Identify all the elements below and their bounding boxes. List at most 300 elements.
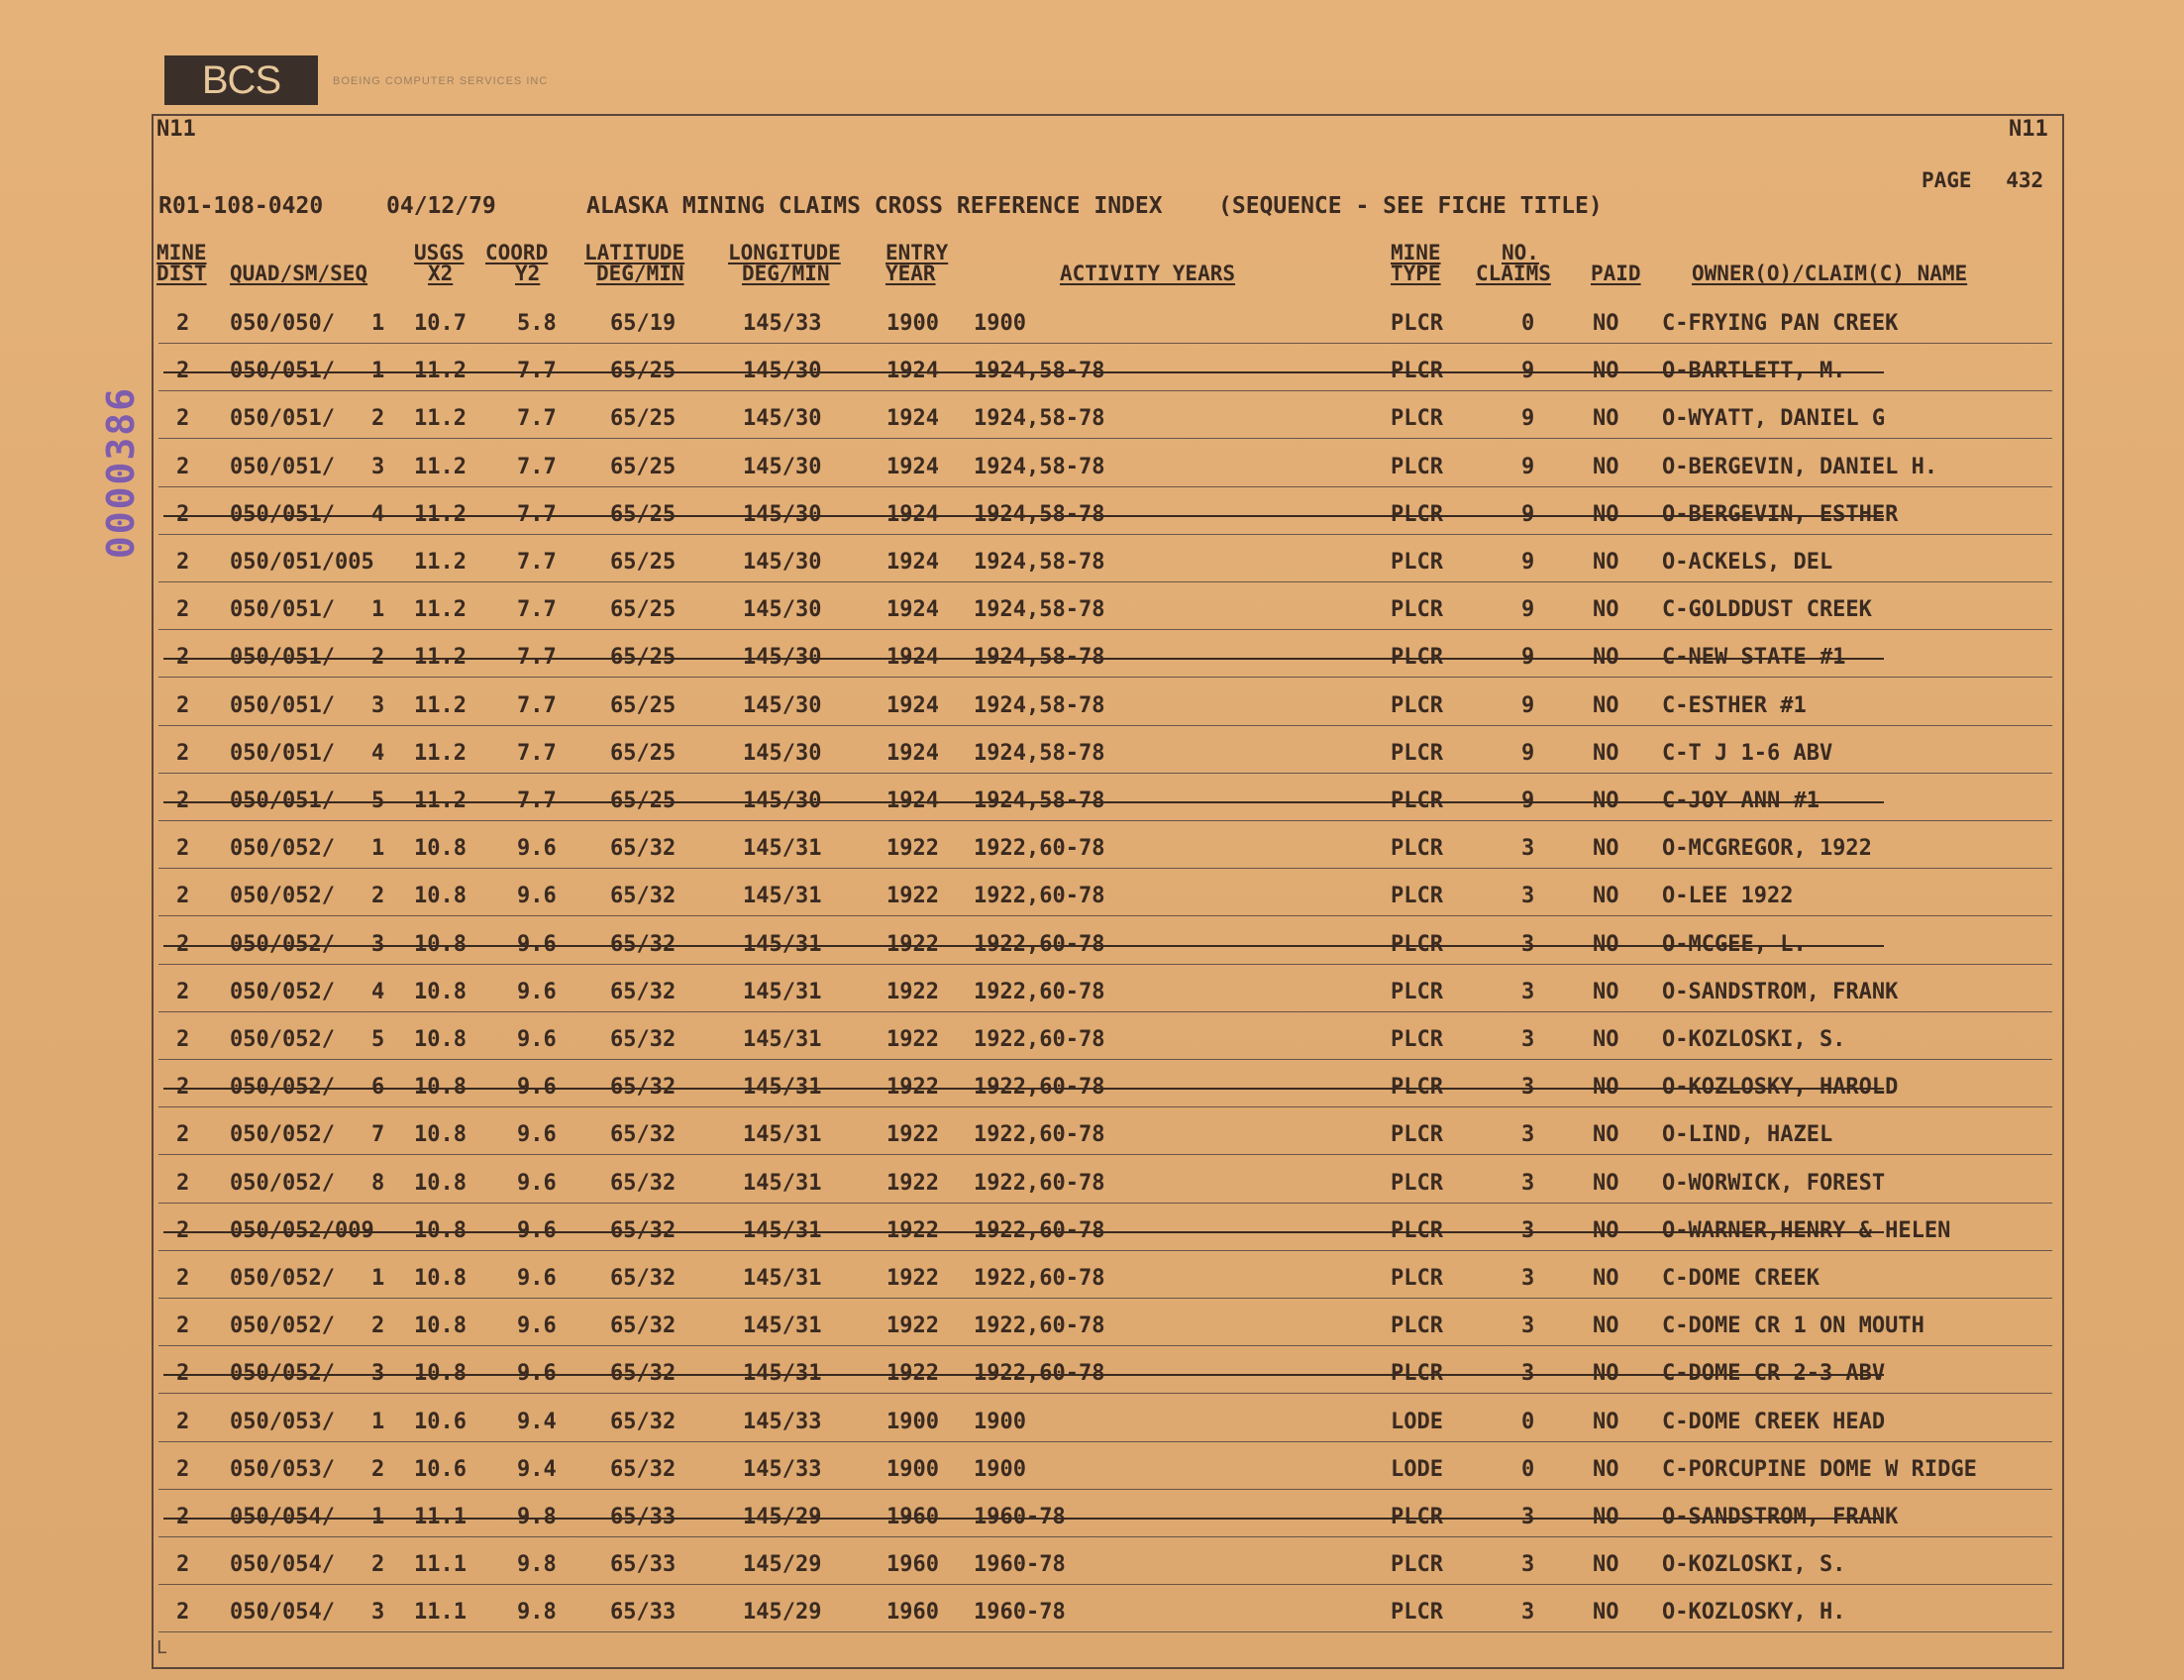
table-row — [158, 930, 2052, 960]
x2-cell: 10.8 — [414, 1122, 467, 1148]
mine-type-cell: PLCR — [1391, 740, 1443, 766]
seq-cell: 4 — [371, 740, 385, 766]
paid-cell: NO — [1593, 788, 1619, 813]
seq-cell: 2 — [371, 1552, 385, 1578]
longitude-cell: 145/31 — [743, 884, 822, 909]
owner-claim-name-cell: O-LEE 1922 — [1662, 884, 1794, 909]
col-entry-year: ENTRY YEAR — [885, 241, 949, 285]
owner-claim-name-cell: C-DOME CREEK HEAD — [1662, 1409, 1886, 1434]
mine-type-cell: PLCR — [1391, 1075, 1443, 1101]
mine-dist-cell: 2 — [176, 359, 190, 384]
table-row — [158, 882, 2052, 911]
y2-cell: 7.7 — [517, 597, 557, 623]
longitude-cell: 145/30 — [743, 359, 822, 384]
mine-dist-cell: 2 — [176, 1217, 190, 1243]
seq-cell: 3 — [371, 931, 385, 957]
row-rule — [158, 629, 2052, 630]
activity-years-cell: 1922,60-78 — [974, 1217, 1105, 1243]
y2-cell: 7.7 — [517, 454, 557, 479]
no-claims-cell: 9 — [1521, 501, 1535, 527]
longitude-cell: 145/31 — [743, 979, 822, 1004]
x2-cell: 10.7 — [414, 311, 467, 336]
latitude-cell: 65/33 — [610, 1600, 676, 1626]
longitude-cell: 145/31 — [743, 1361, 822, 1387]
y2-cell: 9.8 — [517, 1505, 557, 1529]
paid-cell: NO — [1593, 645, 1619, 671]
row-rule — [158, 1154, 2052, 1155]
row-rule — [158, 1298, 2052, 1299]
seq-cell: 5 — [371, 1027, 385, 1052]
latitude-cell: 65/25 — [610, 454, 676, 479]
col-longitude: LONGITUDE DEG/MIN — [728, 241, 841, 285]
activity-years-cell: 1924,58-78 — [974, 501, 1105, 527]
quad-cell: 050/051/ — [230, 645, 335, 671]
x2-cell: 11.2 — [414, 740, 467, 766]
col-usgs-x2: USGS X2 — [414, 241, 465, 285]
longitude-cell: 145/30 — [743, 550, 822, 575]
no-claims-cell: 3 — [1521, 884, 1535, 909]
activity-years-cell: 1960-78 — [974, 1505, 1066, 1529]
table-row — [158, 500, 2052, 530]
longitude-cell: 145/31 — [743, 931, 822, 957]
mine-dist-cell: 2 — [176, 1456, 190, 1482]
table-row — [158, 357, 2052, 386]
row-rule — [158, 964, 2052, 965]
paid-cell: NO — [1593, 1456, 1619, 1482]
owner-claim-name-cell: C-DOME CREEK — [1662, 1266, 1820, 1291]
x2-cell: 11.2 — [414, 788, 467, 813]
quad-cell: 050/051/005 — [230, 550, 374, 575]
paid-cell: NO — [1593, 1552, 1619, 1578]
no-claims-cell: 9 — [1521, 645, 1535, 671]
paid-cell: NO — [1593, 740, 1619, 766]
activity-years-cell: 1924,58-78 — [974, 550, 1105, 575]
no-claims-cell: 3 — [1521, 1600, 1535, 1626]
activity-years-cell: 1924,58-78 — [974, 359, 1105, 384]
paid-cell: NO — [1593, 692, 1619, 718]
no-claims-cell: 9 — [1521, 454, 1535, 479]
table-row — [158, 1503, 2052, 1532]
no-claims-cell: 3 — [1521, 1217, 1535, 1243]
entry-year-cell: 1922 — [886, 1122, 939, 1148]
seq-cell: 3 — [371, 1361, 385, 1387]
paid-cell: NO — [1593, 931, 1619, 957]
mine-type-cell: PLCR — [1391, 979, 1443, 1004]
activity-years-cell: 1960-78 — [974, 1552, 1066, 1578]
mine-dist-cell: 2 — [176, 311, 190, 336]
quad-cell: 050/052/ — [230, 1122, 335, 1148]
table-row — [158, 1120, 2052, 1150]
no-claims-cell: 3 — [1521, 1505, 1535, 1529]
longitude-cell: 145/30 — [743, 645, 822, 671]
quad-cell: 050/051/ — [230, 406, 335, 432]
longitude-cell: 145/29 — [743, 1552, 822, 1578]
owner-claim-name-cell: O-BARTLETT, M. — [1662, 359, 1846, 384]
page-number: 432 — [2006, 168, 2044, 192]
no-claims-cell: 3 — [1521, 979, 1535, 1004]
paid-cell: NO — [1593, 1170, 1619, 1196]
latitude-cell: 65/25 — [610, 692, 676, 718]
no-claims-cell: 9 — [1521, 406, 1535, 432]
quad-cell: 050/052/009 — [230, 1217, 374, 1243]
mine-dist-cell: 2 — [176, 1266, 190, 1291]
activity-years-cell: 1922,60-78 — [974, 931, 1105, 957]
y2-cell: 9.6 — [517, 836, 557, 862]
paid-cell: NO — [1593, 1217, 1619, 1243]
y2-cell: 9.4 — [517, 1409, 557, 1434]
x2-cell: 11.2 — [414, 359, 467, 384]
entry-year-cell: 1922 — [886, 1266, 939, 1291]
paid-cell: NO — [1593, 501, 1619, 527]
row-rule — [158, 486, 2052, 487]
activity-years-cell: 1900 — [974, 311, 1026, 336]
mine-type-cell: PLCR — [1391, 788, 1443, 813]
no-claims-cell: 9 — [1521, 740, 1535, 766]
entry-year-cell: 1922 — [886, 884, 939, 909]
seq-cell: 2 — [371, 406, 385, 432]
x2-cell: 11.2 — [414, 692, 467, 718]
mine-dist-cell: 2 — [176, 454, 190, 479]
activity-years-cell: 1922,60-78 — [974, 979, 1105, 1004]
latitude-cell: 65/32 — [610, 1027, 676, 1052]
col-latitude: LATITUDE DEG/MIN — [584, 241, 685, 285]
owner-claim-name-cell: O-SANDSTROM, FRANK — [1662, 1505, 1899, 1529]
owner-claim-name-cell: O-BERGEVIN, ESTHER — [1662, 501, 1899, 527]
mine-type-cell: PLCR — [1391, 692, 1443, 718]
table-row — [158, 309, 2052, 339]
owner-claim-name-cell: O-ACKELS, DEL — [1662, 550, 1833, 575]
mine-type-cell: PLCR — [1391, 359, 1443, 384]
seq-cell: 1 — [371, 836, 385, 862]
row-rule — [158, 1345, 2052, 1346]
row-rule — [158, 1489, 2052, 1490]
latitude-cell: 65/32 — [610, 884, 676, 909]
mine-dist-cell: 2 — [176, 1027, 190, 1052]
no-claims-cell: 3 — [1521, 1027, 1535, 1052]
y2-cell: 5.8 — [517, 311, 557, 336]
mine-dist-cell: 2 — [176, 692, 190, 718]
owner-claim-name-cell: O-MCGEE, L. — [1662, 931, 1807, 957]
quad-cell: 050/052/ — [230, 836, 335, 862]
row-rule — [158, 1250, 2052, 1251]
activity-years-cell: 1922,60-78 — [974, 1266, 1105, 1291]
x2-cell: 11.1 — [414, 1600, 467, 1626]
entry-year-cell: 1924 — [886, 692, 939, 718]
mine-type-cell: PLCR — [1391, 1505, 1443, 1529]
entry-year-cell: 1922 — [886, 1313, 939, 1339]
mine-dist-cell: 2 — [176, 1505, 190, 1529]
owner-claim-name-cell: C-PORCUPINE DOME W RIDGE — [1662, 1456, 1977, 1482]
quad-cell: 050/053/ — [230, 1409, 335, 1434]
quad-cell: 050/051/ — [230, 454, 335, 479]
table-row — [158, 404, 2052, 434]
bcs-logo: BCS — [164, 55, 318, 105]
entry-year-cell: 1924 — [886, 406, 939, 432]
owner-claim-name-cell: O-WYATT, DANIEL G — [1662, 406, 1886, 432]
y2-cell: 7.7 — [517, 406, 557, 432]
y2-cell: 9.6 — [517, 931, 557, 957]
quad-cell: 050/054/ — [230, 1552, 335, 1578]
latitude-cell: 65/25 — [610, 788, 676, 813]
x2-cell: 10.8 — [414, 1075, 467, 1101]
owner-claim-name-cell: C-FRYING PAN CREEK — [1662, 311, 1899, 336]
mine-type-cell: PLCR — [1391, 406, 1443, 432]
paid-cell: NO — [1593, 1266, 1619, 1291]
paid-cell: NO — [1593, 311, 1619, 336]
owner-claim-name-cell: C-T J 1-6 ABV — [1662, 740, 1833, 766]
table-row — [158, 1216, 2052, 1246]
paid-cell: NO — [1593, 359, 1619, 384]
mine-type-cell: PLCR — [1391, 550, 1443, 575]
longitude-cell: 145/31 — [743, 1217, 822, 1243]
longitude-cell: 145/30 — [743, 788, 822, 813]
entry-year-cell: 1924 — [886, 454, 939, 479]
y2-cell: 7.7 — [517, 740, 557, 766]
quad-cell: 050/051/ — [230, 740, 335, 766]
mine-type-cell: PLCR — [1391, 1552, 1443, 1578]
activity-years-cell: 1922,60-78 — [974, 1361, 1105, 1387]
table-row — [158, 691, 2052, 721]
mine-type-cell: PLCR — [1391, 1217, 1443, 1243]
table-row — [158, 978, 2052, 1007]
no-claims-cell: 0 — [1521, 311, 1535, 336]
latitude-cell: 65/33 — [610, 1552, 676, 1578]
owner-claim-name-cell: C-GOLDDUST CREEK — [1662, 597, 1872, 623]
entry-year-cell: 1900 — [886, 311, 939, 336]
mine-dist-cell: 2 — [176, 1552, 190, 1578]
table-row — [158, 1359, 2052, 1389]
x2-cell: 11.2 — [414, 645, 467, 671]
table-row — [158, 1025, 2052, 1055]
x2-cell: 11.2 — [414, 550, 467, 575]
paid-cell: NO — [1593, 1600, 1619, 1626]
seq-cell: 2 — [371, 884, 385, 909]
paid-cell: NO — [1593, 1505, 1619, 1529]
page-label: PAGE — [1922, 168, 1972, 192]
entry-year-cell: 1924 — [886, 597, 939, 623]
activity-years-cell: 1922,60-78 — [974, 1027, 1105, 1052]
activity-years-cell: 1922,60-78 — [974, 836, 1105, 862]
table-row — [158, 787, 2052, 816]
mine-dist-cell: 2 — [176, 645, 190, 671]
x2-cell: 11.1 — [414, 1552, 467, 1578]
seq-cell: 2 — [371, 1456, 385, 1482]
entry-year-cell: 1922 — [886, 979, 939, 1004]
activity-years-cell: 1922,60-78 — [974, 884, 1105, 909]
activity-years-cell: 1924,58-78 — [974, 740, 1105, 766]
entry-year-cell: 1922 — [886, 1361, 939, 1387]
row-rule — [158, 773, 2052, 774]
x2-cell: 10.8 — [414, 1217, 467, 1243]
entry-year-cell: 1922 — [886, 1217, 939, 1243]
quad-cell: 050/054/ — [230, 1600, 335, 1626]
entry-year-cell: 1960 — [886, 1600, 939, 1626]
owner-claim-name-cell: O-LIND, HAZEL — [1662, 1122, 1833, 1148]
y2-cell: 7.7 — [517, 645, 557, 671]
activity-years-cell: 1960-78 — [974, 1600, 1066, 1626]
seq-cell: 1 — [371, 1409, 385, 1434]
no-claims-cell: 0 — [1521, 1409, 1535, 1434]
activity-years-cell: 1900 — [974, 1456, 1026, 1482]
quad-cell: 050/052/ — [230, 884, 335, 909]
latitude-cell: 65/32 — [610, 1122, 676, 1148]
longitude-cell: 145/31 — [743, 1313, 822, 1339]
activity-years-cell: 1924,58-78 — [974, 645, 1105, 671]
owner-claim-name-cell: O-WORWICK, FOREST — [1662, 1170, 1886, 1196]
latitude-cell: 65/19 — [610, 311, 676, 336]
quad-cell: 050/051/ — [230, 501, 335, 527]
longitude-cell: 145/30 — [743, 501, 822, 527]
paid-cell: NO — [1593, 1361, 1619, 1387]
no-claims-cell: 3 — [1521, 1552, 1535, 1578]
row-rule — [158, 534, 2052, 535]
y2-cell: 9.6 — [517, 1027, 557, 1052]
table-row — [158, 453, 2052, 482]
no-claims-cell: 9 — [1521, 597, 1535, 623]
seq-cell: 8 — [371, 1170, 385, 1196]
no-claims-cell: 9 — [1521, 788, 1535, 813]
owner-claim-name-cell: O-MCGREGOR, 1922 — [1662, 836, 1872, 862]
no-claims-cell: 3 — [1521, 1313, 1535, 1339]
x2-cell: 10.8 — [414, 1266, 467, 1291]
x2-cell: 10.8 — [414, 1027, 467, 1052]
mine-type-cell: PLCR — [1391, 1266, 1443, 1291]
longitude-cell: 145/30 — [743, 454, 822, 479]
x2-cell: 11.1 — [414, 1505, 467, 1529]
row-rule — [158, 1441, 2052, 1442]
paid-cell: NO — [1593, 1122, 1619, 1148]
owner-claim-name-cell: O-KOZLOSKY, H. — [1662, 1600, 1846, 1626]
longitude-cell: 145/30 — [743, 406, 822, 432]
mine-dist-cell: 2 — [176, 550, 190, 575]
mine-dist-cell: 2 — [176, 788, 190, 813]
quad-cell: 050/051/ — [230, 359, 335, 384]
paid-cell: NO — [1593, 1409, 1619, 1434]
paid-cell: NO — [1593, 406, 1619, 432]
mine-type-cell: PLCR — [1391, 1027, 1443, 1052]
seq-cell: 6 — [371, 1075, 385, 1101]
owner-claim-name-cell: C-DOME CR 1 ON MOUTH — [1662, 1313, 1924, 1339]
latitude-cell: 65/32 — [610, 931, 676, 957]
mine-dist-cell: 2 — [176, 1313, 190, 1339]
longitude-cell: 145/30 — [743, 692, 822, 718]
paid-cell: NO — [1593, 597, 1619, 623]
entry-year-cell: 1922 — [886, 836, 939, 862]
owner-claim-name-cell: C-DOME CR 2-3 ABV — [1662, 1361, 1886, 1387]
report-title: ALASKA MINING CLAIMS CROSS REFERENCE INDEX — [586, 193, 1163, 219]
frame-corner-mark: L — [156, 1637, 167, 1658]
latitude-cell: 65/25 — [610, 550, 676, 575]
quad-cell: 050/052/ — [230, 1266, 335, 1291]
mine-type-cell: PLCR — [1391, 454, 1443, 479]
activity-years-cell: 1922,60-78 — [974, 1313, 1105, 1339]
mine-dist-cell: 2 — [176, 1600, 190, 1626]
latitude-cell: 65/25 — [610, 740, 676, 766]
entry-year-cell: 1960 — [886, 1505, 939, 1529]
paid-cell: NO — [1593, 979, 1619, 1004]
no-claims-cell: 3 — [1521, 1361, 1535, 1387]
row-rule — [158, 1584, 2052, 1585]
latitude-cell: 65/32 — [610, 1361, 676, 1387]
quad-cell: 050/052/ — [230, 979, 335, 1004]
y2-cell: 9.6 — [517, 1361, 557, 1387]
latitude-cell: 65/25 — [610, 501, 676, 527]
latitude-cell: 65/32 — [610, 1217, 676, 1243]
latitude-cell: 65/32 — [610, 1170, 676, 1196]
row-rule — [158, 915, 2052, 916]
quad-cell: 050/052/ — [230, 1075, 335, 1101]
mine-dist-cell: 2 — [176, 501, 190, 527]
mine-type-cell: PLCR — [1391, 884, 1443, 909]
longitude-cell: 145/31 — [743, 1266, 822, 1291]
owner-claim-name-cell: C-ESTHER #1 — [1662, 692, 1807, 718]
activity-years-cell: 1900 — [974, 1409, 1026, 1434]
mine-dist-cell: 2 — [176, 836, 190, 862]
paid-cell: NO — [1593, 884, 1619, 909]
corner-code-left: N11 — [156, 117, 196, 142]
seq-cell: 4 — [371, 501, 385, 527]
mine-dist-cell: 2 — [176, 1075, 190, 1101]
activity-years-cell: 1922,60-78 — [974, 1170, 1105, 1196]
y2-cell: 9.6 — [517, 884, 557, 909]
longitude-cell: 145/33 — [743, 311, 822, 336]
no-claims-cell: 0 — [1521, 1456, 1535, 1482]
mine-type-cell: LODE — [1391, 1409, 1443, 1434]
longitude-cell: 145/33 — [743, 1456, 822, 1482]
entry-year-cell: 1922 — [886, 1027, 939, 1052]
col-quad-sm-seq: QUAD/SM/SEQ — [230, 262, 368, 285]
row-rule — [158, 581, 2052, 582]
paid-cell: NO — [1593, 1313, 1619, 1339]
quad-cell: 050/052/ — [230, 1361, 335, 1387]
longitude-cell: 145/31 — [743, 1075, 822, 1101]
latitude-cell: 65/33 — [610, 1505, 676, 1529]
seq-cell: 3 — [371, 692, 385, 718]
table-row — [158, 1264, 2052, 1294]
table-row — [158, 834, 2052, 864]
report-subtitle: (SEQUENCE - SEE FICHE TITLE) — [1218, 193, 1603, 219]
longitude-cell: 145/31 — [743, 836, 822, 862]
seq-cell: 4 — [371, 979, 385, 1004]
entry-year-cell: 1900 — [886, 1409, 939, 1434]
x2-cell: 10.8 — [414, 931, 467, 957]
col-coord-y2: COORD Y2 — [485, 241, 549, 285]
owner-claim-name-cell: O-KOZLOSKY, HAROLD — [1662, 1075, 1899, 1101]
activity-years-cell: 1924,58-78 — [974, 692, 1105, 718]
mine-type-cell: PLCR — [1391, 836, 1443, 862]
row-rule — [158, 1536, 2052, 1537]
x2-cell: 11.2 — [414, 501, 467, 527]
mine-dist-cell: 2 — [176, 1361, 190, 1387]
y2-cell: 9.8 — [517, 1552, 557, 1578]
y2-cell: 9.6 — [517, 1075, 557, 1101]
longitude-cell: 145/30 — [743, 597, 822, 623]
row-rule — [158, 438, 2052, 439]
y2-cell: 9.6 — [517, 1122, 557, 1148]
latitude-cell: 65/25 — [610, 597, 676, 623]
mine-type-cell: PLCR — [1391, 501, 1443, 527]
no-claims-cell: 3 — [1521, 1266, 1535, 1291]
mine-type-cell: PLCR — [1391, 1122, 1443, 1148]
quad-cell: 050/052/ — [230, 1027, 335, 1052]
quad-cell: 050/051/ — [230, 692, 335, 718]
y2-cell: 7.7 — [517, 788, 557, 813]
x2-cell: 11.2 — [414, 597, 467, 623]
mine-type-cell: PLCR — [1391, 597, 1443, 623]
activity-years-cell: 1924,58-78 — [974, 788, 1105, 813]
mine-type-cell: PLCR — [1391, 931, 1443, 957]
mine-dist-cell: 2 — [176, 884, 190, 909]
